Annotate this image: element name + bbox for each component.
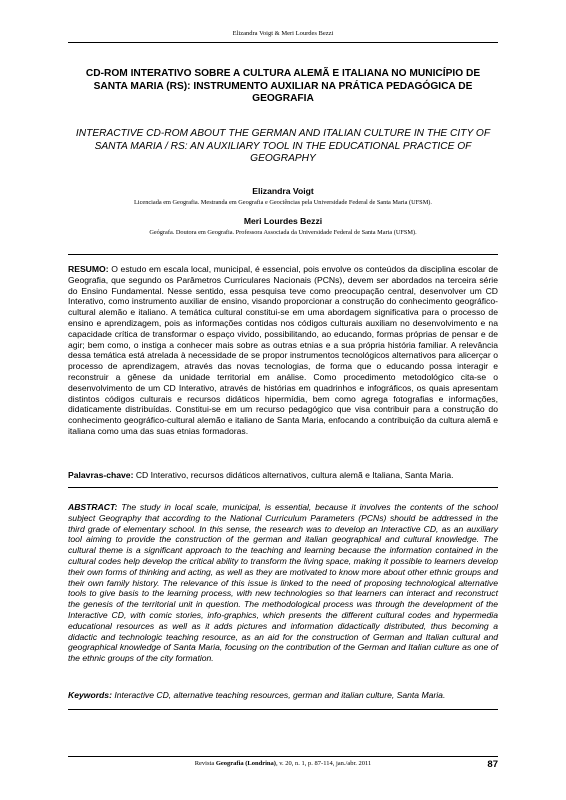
author-name-2: Meri Lourdes Bezzi <box>243 216 323 226</box>
abstract-label: ABSTRACT: <box>68 502 118 512</box>
resumo-label: RESUMO: <box>68 264 109 274</box>
resumo-paragraph <box>68 264 498 437</box>
section-divider-top <box>68 254 498 255</box>
footer-journal-citation <box>68 757 498 771</box>
author-affiliation-2: Geógrafa. Doutora em Geografia. Professora Associada da Universidade Federal de Santa Maria (UFSM). <box>149 229 417 236</box>
section-divider-bottom <box>68 709 498 710</box>
abstract-text: The study in local scale, municipal, is essential, because it involves the contents of the school subject Geography that according to the National Curriculum Parameters (PCNs) should be addressed in the third grade of elementary school. In this sense, the research was to develop an Interactive CD, as an auxiliary tool aiming to provide the construction of the german and italian geographical and cultural knowledge. The cultural theme is a significant approach to the teaching and learning because the information contained in the cultural codes help develop the critical ability to transform the living space, making it possible to learners develop their own forms of thinking and acting, as well as they are motivated to know more about other ethnic groups and their own family history. The relevance of this issue is linked to the need of proposing technological alternative tools to give basis to the learning process, with new technologies so that learners can interact and reconstruct the genesis of the territorial unit in question. The methodological process was through the development of the Interactive CD, with comic stories, info-graphics, which presents the different cultural codes and hypermedia educational resources as well as it adds pictures and information didactically distributed, thus becoming a didactic and technologic teaching resource, as an aid for the construction of German and Italian cultural and geographical knowledge of Santa Maria, focusing on the contribution of the German and Italian culture as one of the ethnic groups of the city formation. <box>68 502 498 664</box>
keywords-paragraph <box>68 690 498 701</box>
page-footer <box>68 756 498 771</box>
footer-journal-suffix: , v. 20, n. 1, p. 87-114, jan./abr. 2011 <box>275 760 372 767</box>
footer-journal-prefix: Revista <box>194 760 216 767</box>
palavras-chave-paragraph <box>68 470 498 481</box>
section-divider-middle <box>68 487 498 488</box>
keywords-label: Keywords: <box>68 690 112 700</box>
author-name-1: Elizandra Voigt <box>252 186 314 196</box>
page-number: 87 <box>487 759 498 770</box>
abstract-paragraph <box>68 502 498 664</box>
palavras-chave-text: CD Interativo, recursos didáticos alternativos, cultura alemã e Italiana, Santa Maria. <box>133 470 454 480</box>
footer-journal-name: Geografia (Londrina) <box>215 760 276 767</box>
running-header-authors: Elizandra Voigt & Meri Lourdes Bezzi <box>232 30 334 37</box>
resumo-text: O estudo em escala local, municipal, é essencial, pois envolve os conteúdos da disciplina escolar de Geografia, que segundo os Parâmetros Curriculares Nacionais (PCNs), devem ser abordados na terceira série do Ensino Fundamental. Nesse sentido, essa pesquisa teve como preocupação central, desenvolver um CD Interativo, como instrumento auxiliar de ensino, visando proporcionar a construção do conhecimento geográfico-cultural alemão e italiano. A temática cultural constitui-se em uma abordagem significativa para o processo de ensino e aprendizagem, pois as informações contidas nos códigos culturais auxiliam no desenvolvimento e na capacidade crítica de transformar o espaço vivido, possibilitando, ao educando, formas próprias de pensar e de agir; bem como, o instiga a conhecer mais sobre as outras etnias e a sua própria história familiar. A relevância dessa temática está atrelada à necessidade de se propor instrumentos tecnológicos alternativos para alicerçar o processo de aprendizagem, através das novas tecnologias, de forma que o educando possa interagir e reconstruir a gênese da unidade territorial em análise. Como procedimento metodológico cita-se o desenvolvimento de um CD Interativo, através de histórias em quadrinhos e infográficos, os quais apresentam distintos códigos culturais e recursos didáticos hipermídia, bem como agrega fotografias e informações, didaticamente distribuídas. Constitui-se em um recurso pedagógico que visa contribuir para a construção do conhecimento geográfico-cultural alemão e italiano de Santa Maria, enfocando a contribuição da cultura alemã e italiana como uma das suas etnias formadoras. <box>68 264 498 436</box>
palavras-chave-label: Palavras-chave: <box>68 470 134 480</box>
title-english: INTERACTIVE CD-ROM ABOUT THE GERMAN AND ITALIAN CULTURE IN THE CITY OF SANTA MARIA / RS: AN AUXILIARY TOOL IN THE EDUCATIONAL PRACTICE OF GEOGRAPHY <box>75 128 491 164</box>
keywords-text: Interactive CD, alternative teaching resources, german and italian culture, Santa Maria. <box>111 690 446 700</box>
title-portuguese: CD-ROM INTERATIVO SOBRE A CULTURA ALEMÃ E ITALIANA NO MUNICÍPIO DE SANTA MARIA (RS): INSTRUMENTO AUXILIAR NA PRÁTICA PEDAGÓGICA DE GEOGRAFIA <box>85 68 481 104</box>
running-header <box>68 28 498 43</box>
author-affiliation-1: Licenciada em Geografia. Mestranda em Geografia e Geociências pela Universidade Federal de Santa Maria (UFSM). <box>134 199 432 206</box>
